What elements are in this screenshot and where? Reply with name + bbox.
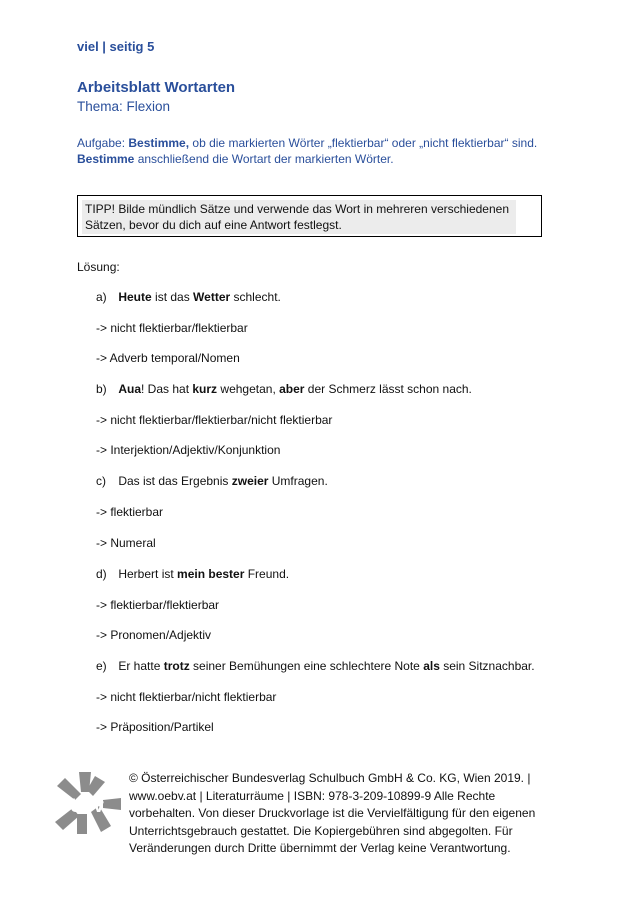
marked-word: mein bester <box>177 567 245 581</box>
marked-word: aber <box>279 382 305 396</box>
item-d-answer-2: -> Pronomen/Adjektiv <box>96 628 212 642</box>
item-label: d) <box>96 567 107 581</box>
sentence-text: Herbert ist <box>118 567 178 581</box>
task-bold-1: Bestimme, <box>128 136 190 150</box>
footer-line: www.oebv.at | Literaturräume | ISBN: 978-3-209-10899-9 Alle Rechte <box>129 788 496 803</box>
task-prefix: Aufgabe: <box>77 136 129 150</box>
item-c-answer-1: -> flektierbar <box>96 505 164 519</box>
oebv-logo-icon <box>51 770 123 836</box>
item-b-answer-1: -> nicht flektierbar/flektierbar/nicht flektierbar <box>96 413 333 427</box>
item-d-answer-1: -> flektierbar/flektierbar <box>96 598 220 612</box>
tip-box <box>77 195 542 237</box>
item-b-answer-2: -> Interjektion/Adjektiv/Konjunktion <box>96 443 281 457</box>
sentence-text: Er hatte <box>118 659 164 673</box>
marked-word: als <box>423 659 440 673</box>
sentence-text: ! Das hat <box>141 382 193 396</box>
item-a-sentence <box>96 290 281 304</box>
marked-word: zweier <box>231 474 269 488</box>
footer-line: vorbehalten. Von dieser Druckvorlage ist die Vervielfältigung für den eigenen <box>129 806 536 820</box>
item-label: e) <box>96 659 107 673</box>
solution-label: Lösung: <box>77 260 120 274</box>
task-instructions <box>77 135 567 167</box>
tip-text: TIPP! Bilde mündlich Sätze und verwende das Wort in mehreren verschiedenen Sätzen, bevor du dich auf eine Antwort festlegst. <box>82 200 516 234</box>
footer-line: Unterrichtsgebrauch gestattet. Die Kopiergebühren sind abgegolten. Für <box>129 823 513 838</box>
item-b-sentence <box>96 382 472 396</box>
item-label: b) <box>96 382 107 396</box>
item-e-sentence <box>96 659 535 673</box>
sentence-text: Das ist das Ergebnis <box>118 474 232 488</box>
copyright-footer <box>129 770 549 858</box>
marked-word: kurz <box>192 382 218 396</box>
sentence-text: der Schmerz lässt schon nach. <box>304 382 472 396</box>
task-bold-2: Bestimme <box>77 152 135 166</box>
sentence-text: ist das <box>151 290 194 304</box>
item-c-sentence <box>96 474 328 488</box>
worksheet-title: Arbeitsblatt Wortarten <box>77 79 236 96</box>
logo-text: öbv <box>70 796 104 817</box>
worksheet-subtitle: Thema: Flexion <box>77 99 171 114</box>
item-c-answer-2: -> Numeral <box>96 536 156 550</box>
sentence-text: wehgetan, <box>217 382 280 396</box>
sentence-text: sein Sitznachbar. <box>439 659 535 673</box>
marked-word: trotz <box>163 659 190 673</box>
item-e-answer-1: -> nicht flektierbar/nicht flektierbar <box>96 690 277 704</box>
item-a-answer-2: -> Adverb temporal/Nomen <box>96 351 240 365</box>
task-text-2: anschließend die Wortart der markierten Wörter. <box>134 152 394 166</box>
task-text-1: ob die markierten Wörter „flektierbar“ oder „nicht flektierbar“ sind. <box>189 136 538 150</box>
footer-line: © Österreichischer Bundesverlag Schulbuch GmbH & Co. KG, Wien 2019. | <box>129 771 531 785</box>
item-a-answer-1: -> nicht flektierbar/flektierbar <box>96 321 248 335</box>
marked-word: Aua <box>118 382 142 396</box>
item-d-sentence <box>96 567 289 581</box>
item-label: a) <box>96 290 107 304</box>
page-header: viel | seitig 5 <box>77 39 155 54</box>
sentence-text: seiner Bemühungen eine schlechtere Note <box>189 659 424 673</box>
marked-word: Wetter <box>193 290 231 304</box>
sentence-text: Umfragen. <box>268 474 328 488</box>
item-e-answer-2: -> Präposition/Partikel <box>96 720 214 734</box>
item-label: c) <box>96 474 106 488</box>
footer-line: Veränderungen durch Dritte übernimmt der Verlag keine Verantwortung. <box>129 841 511 855</box>
sentence-text: Freund. <box>244 567 290 581</box>
sentence-text: schlecht. <box>230 290 281 304</box>
marked-word: Heute <box>118 290 152 304</box>
